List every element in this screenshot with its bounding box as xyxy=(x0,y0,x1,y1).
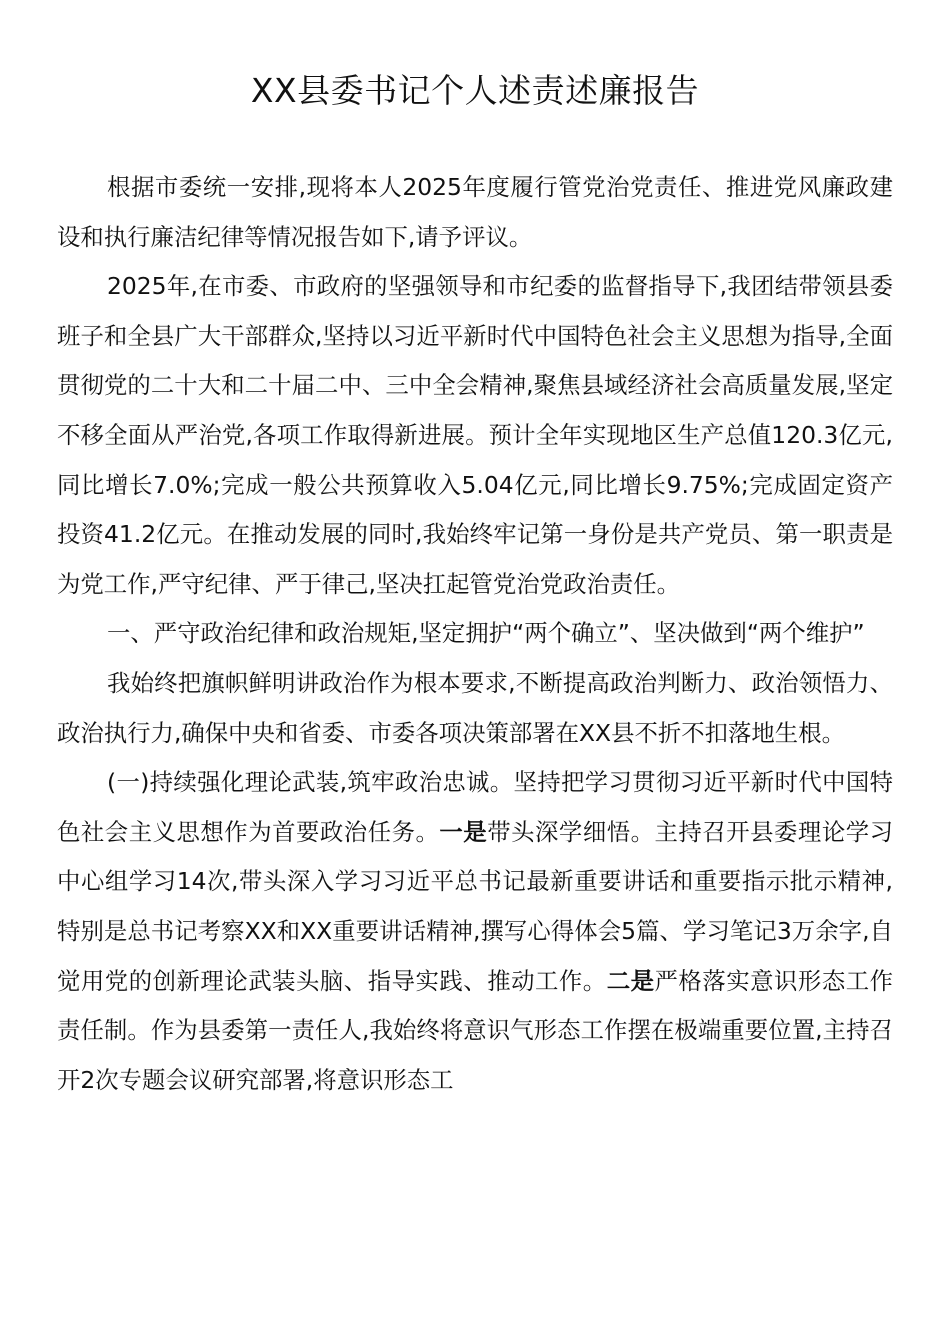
point-1-label: 一是 xyxy=(439,817,488,846)
point-2-label: 二是 xyxy=(606,966,655,995)
paragraph-intro: 根据市委统一安排,现将本人2025年度履行管党治党责任、推进党风廉政建设和执行廉洁纪律等情况报告如下,请予评议。 xyxy=(57,173,893,251)
paragraph-section-1-1 xyxy=(57,758,893,1105)
paragraph-section-1-intro: 我始终把旗帜鲜明讲政治作为根本要求,不断提高政治判断力、政治领悟力、政治执行力,确保中央和省委、市委各项决策部署在XX县不折不扣落地生根。 xyxy=(57,668,893,747)
section-heading-1: 一、严守政治纪律和政治规矩,坚定拥护“两个确立”、坚决做到“两个维护” xyxy=(107,619,865,648)
point-2-text: 严格落实意识形态工作责任制。作为县委第一责任人,我始终将意识气形态工作摆在极端重要位置,主持召开2次专题会议研究部署,将意识形态工 xyxy=(57,966,894,1094)
document-title: XX县委书记个人述责述廉报告 xyxy=(250,71,700,110)
subsection-lead: (一)持续强化理论武装,筑牢政治忠诚。坚持把学习贯彻习近平新时代中国特色社会主义思想作为首要政治任务。 xyxy=(57,768,893,846)
paragraph-overview: 2025年,在市委、市政府的坚强领导和市纪委的监督指导下,我团结带领县委班子和全县广大干部群众,坚持以习近平新时代中国特色社会主义思想为指导,全面贯彻党的二十大和二十届二中、三中全会精神,聚焦县域经济社会高质量发展,坚定不移全面从严治党,各项工作取得新进展。预计全年实现地区生产总值120.3亿元,同比增长7.0%;完成一般公共预算收入5.04亿元,同比增长9.75%;完成固定资产投资41.2亿元。在推动发展的同时,我始终牢记第一身份是共产党员、第一职责是为党工作,严守纪律、严于律己,坚决扛起管党治党政治责任。 xyxy=(57,272,893,598)
point-1-text: 带头深学细悟。主持召开县委理论学习中心组学习14次,带头深入学习习近平总书记最新重要讲话和重要指示批示精神,特别是总书记考察XX和XX重要讲话精神,撰写心得体会5篇、学习笔记3万余字,自觉用党的创新理论武装头脑、指导实践、推动工作。 xyxy=(57,817,894,995)
document-body xyxy=(57,163,893,1105)
